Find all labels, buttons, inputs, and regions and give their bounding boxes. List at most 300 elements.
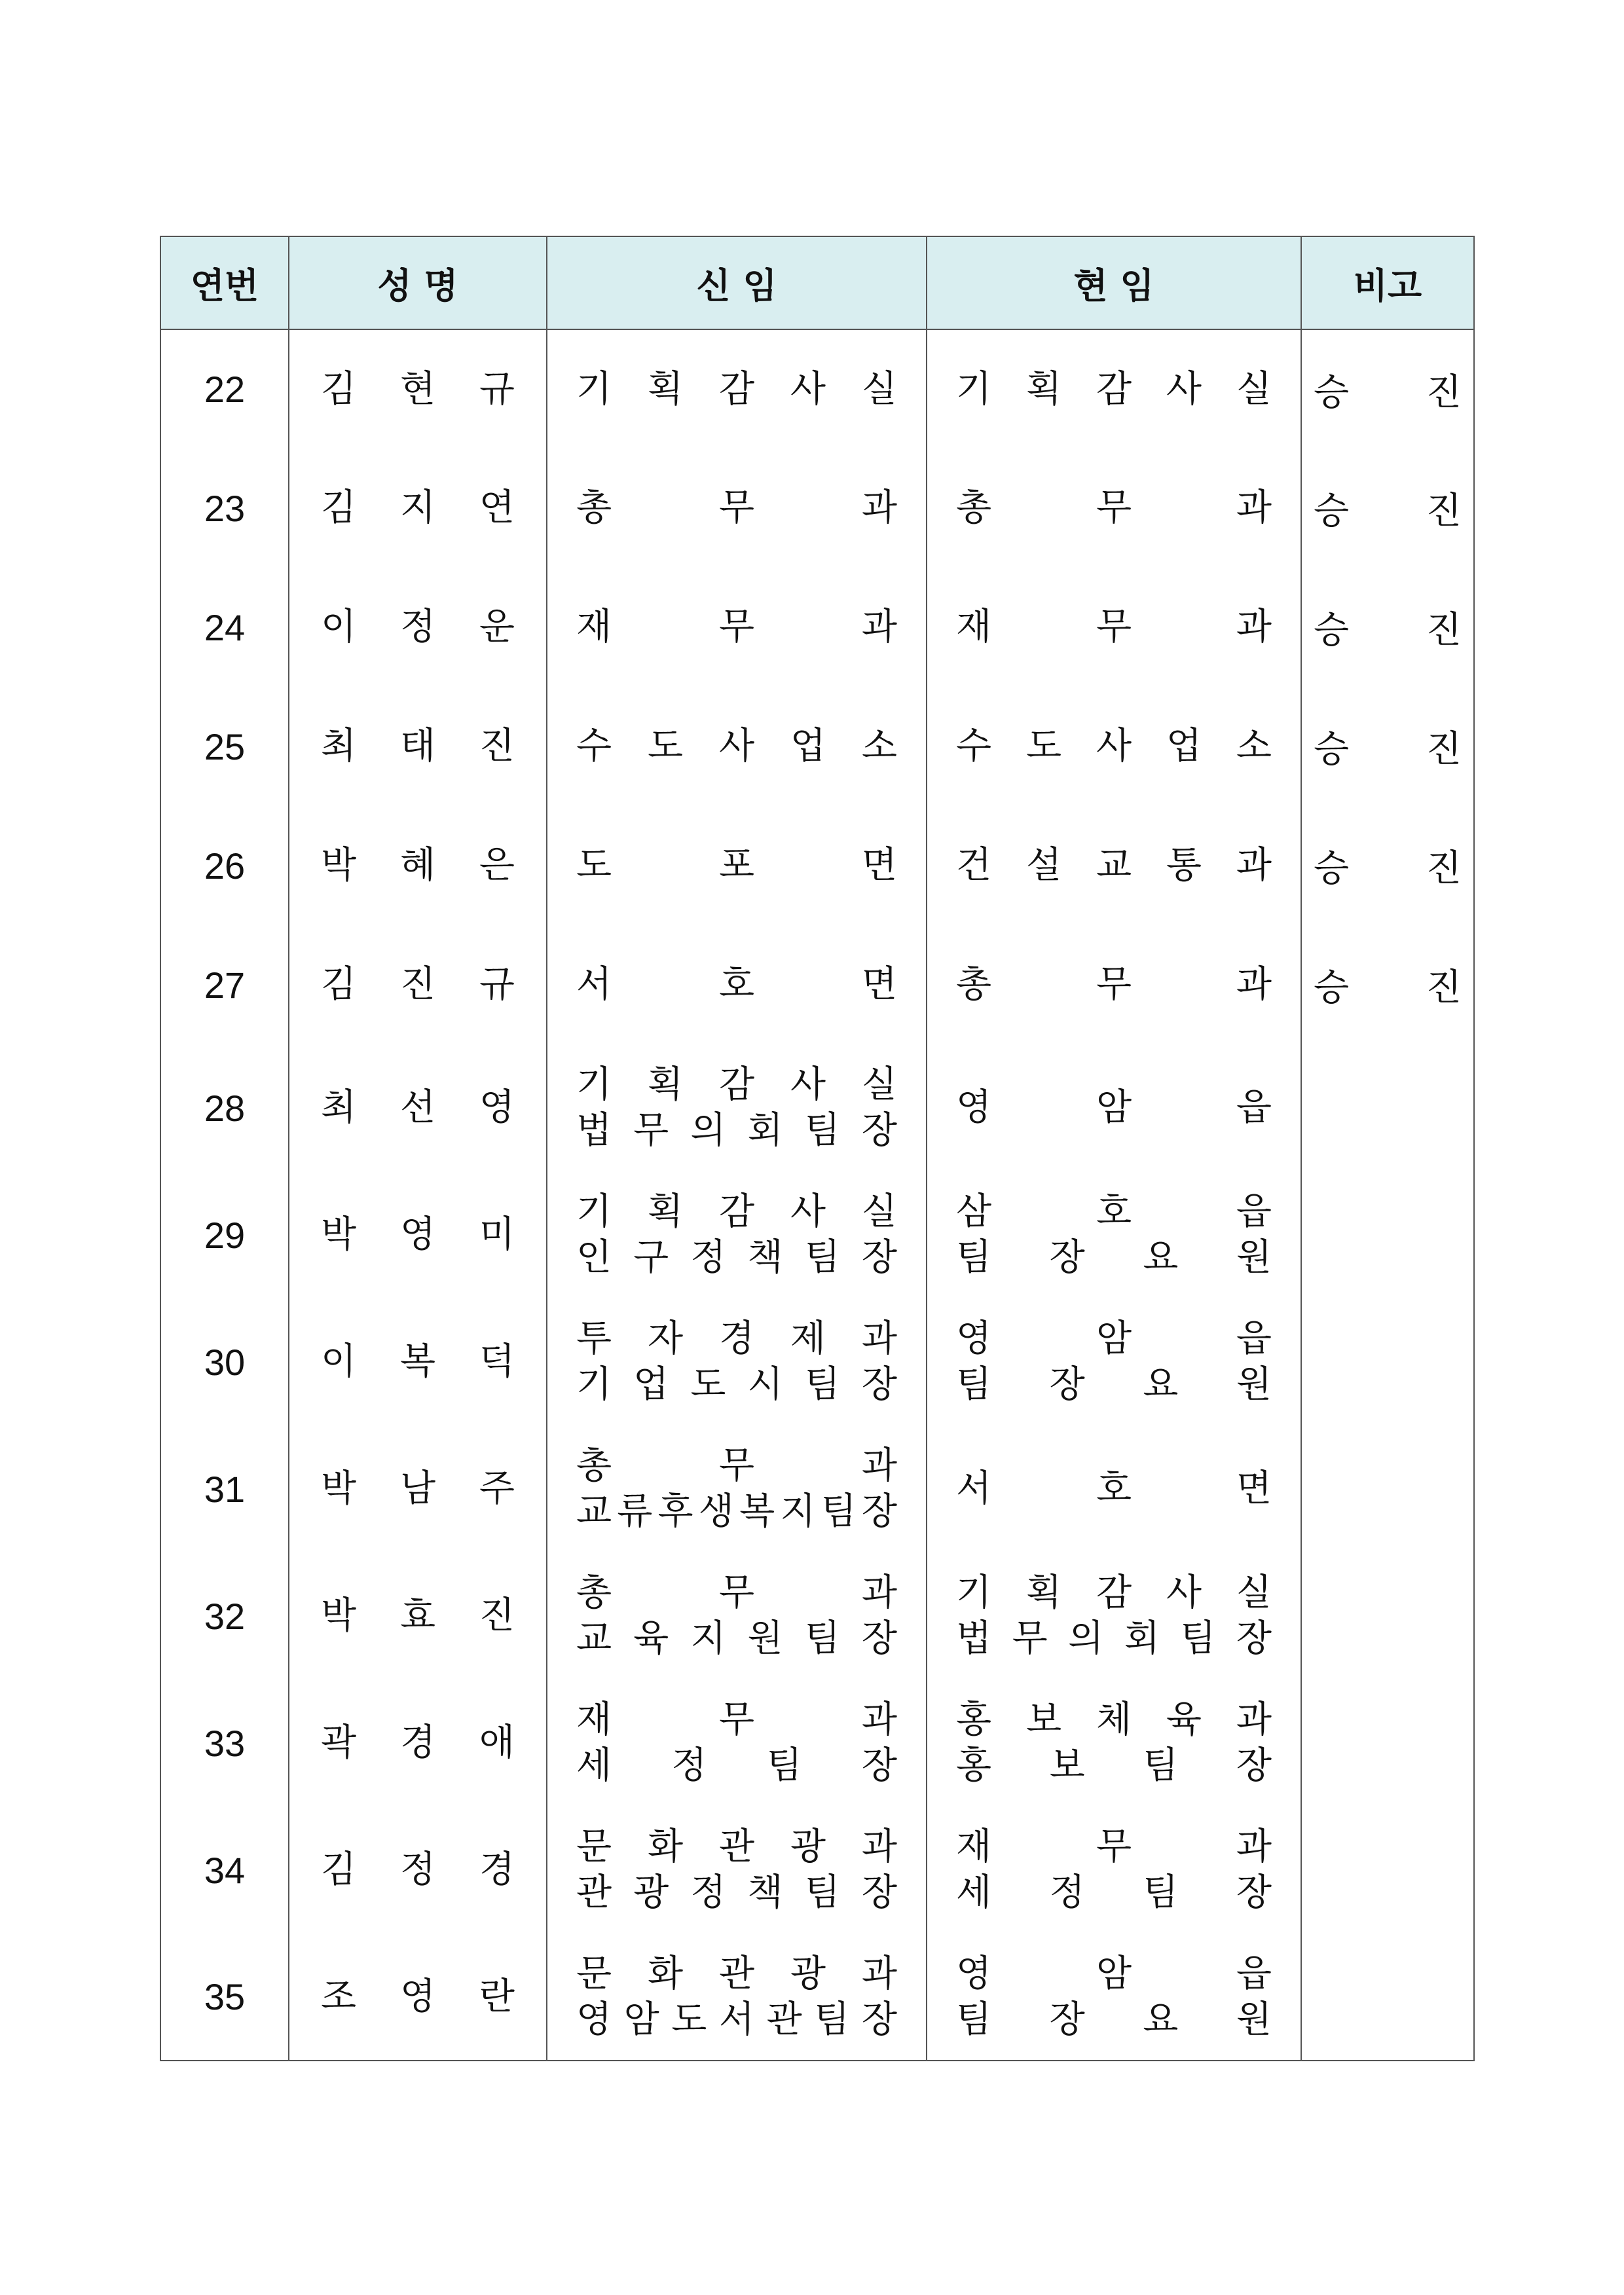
post-lines [927, 1316, 1301, 1408]
spread-text [956, 1362, 1272, 1408]
glyph: 감 [718, 367, 755, 411]
glyph: 설 [1025, 844, 1062, 887]
spread-text [289, 843, 546, 889]
glyph: 무 [718, 606, 755, 648]
glyph: 자 [647, 1317, 684, 1360]
spread-text [576, 1743, 897, 1789]
spread-text [576, 1362, 897, 1408]
glyph: 암 [1096, 1952, 1132, 1995]
cell-current-post [927, 1298, 1301, 1425]
post-lines [547, 843, 926, 889]
cell-name [289, 1425, 547, 1552]
glyph: 정 [399, 606, 436, 648]
post-lines [927, 485, 1301, 531]
glyph: 과 [861, 1317, 897, 1360]
glyph: 통 [1166, 844, 1202, 887]
cell-no: 22 [160, 329, 289, 449]
spread-text [956, 724, 1272, 769]
cell-name [289, 449, 547, 568]
glyph: 정 [690, 1871, 726, 1914]
glyph: 팀 [804, 1871, 840, 1914]
cell-no: 24 [160, 568, 289, 687]
cell-no: 25 [160, 687, 289, 806]
glyph: 책 [747, 1871, 783, 1914]
post-lines [547, 1316, 926, 1408]
glyph: 무 [1012, 1617, 1048, 1660]
cell-name [289, 1171, 547, 1298]
glyph: 기 [576, 1063, 612, 1106]
glyph: 투 [576, 1317, 612, 1360]
glyph: 현 [399, 367, 436, 411]
glyph: 팀 [956, 1998, 992, 2041]
cell-name [289, 1298, 547, 1425]
glyph: 읍 [1236, 1086, 1272, 1129]
header-current-post: 현 임 [927, 236, 1301, 329]
cell-name [289, 1934, 547, 2061]
cell-no: 26 [160, 806, 289, 925]
cell-current-post [927, 568, 1301, 687]
glyph: 원 [747, 1617, 783, 1660]
cell-no: 33 [160, 1680, 289, 1807]
glyph: 업 [790, 725, 826, 767]
spread-text [576, 724, 897, 769]
cell-new-post [547, 1171, 927, 1298]
glyph: 획 [647, 1063, 684, 1106]
glyph: 팀 [814, 1998, 850, 2041]
spread-text [576, 1443, 897, 1489]
cell-current-post [927, 1934, 1301, 2061]
glyph: 박 [321, 844, 357, 887]
spread-text [289, 1720, 546, 1766]
cell-current-post [927, 1171, 1301, 1298]
glyph: 무 [718, 1698, 755, 1741]
glyph: 무 [1096, 606, 1132, 648]
glyph: 팀 [956, 1236, 992, 1279]
glyph: 요 [1143, 1363, 1179, 1406]
spread-text [956, 1085, 1272, 1131]
spread-text [289, 1339, 546, 1385]
spread-text [576, 1489, 897, 1535]
glyph: 장 [861, 1871, 897, 1914]
post-lines [927, 1570, 1301, 1662]
glyph: 덕 [479, 1340, 515, 1383]
glyph: 과 [1236, 1826, 1272, 1868]
glyph: 후 [657, 1490, 693, 1533]
glyph: 재 [576, 606, 612, 648]
glyph: 이 [321, 1340, 357, 1383]
glyph: 도 [576, 844, 612, 887]
cell-name [289, 1680, 547, 1807]
glyph: 암 [1096, 1086, 1132, 1129]
cell-no: 29 [160, 1171, 289, 1298]
post-lines [927, 1824, 1301, 1916]
glyph: 박 [321, 1467, 357, 1510]
glyph: 사 [718, 725, 755, 767]
glyph: 경 [718, 1317, 755, 1360]
cell-note [1301, 1171, 1474, 1298]
cell-note [1301, 1934, 1474, 2061]
glyph: 장 [861, 1236, 897, 1279]
header-new-post: 신 임 [547, 236, 927, 329]
glyph: 박 [321, 1594, 357, 1637]
glyph: 최 [321, 725, 357, 767]
table-row [160, 925, 1474, 1044]
glyph: 태 [399, 725, 436, 767]
table-row [160, 449, 1474, 568]
glyph: 감 [718, 1063, 755, 1106]
glyph: 영 [399, 1213, 436, 1256]
spread-text [576, 485, 897, 531]
spread-text [956, 1824, 1272, 1870]
glyph: 교 [576, 1617, 612, 1660]
glyph: 도 [647, 725, 684, 767]
table-row [160, 1171, 1474, 1298]
glyph: 팀 [804, 1236, 840, 1279]
spread-text [576, 1316, 897, 1362]
glyph: 건 [956, 844, 992, 887]
glyph: 소 [861, 725, 897, 767]
spread-text [576, 1997, 897, 2043]
header-name: 성 명 [289, 236, 547, 329]
glyph: 정 [690, 1236, 726, 1279]
glyph: 과 [861, 1952, 897, 1995]
glyph: 선 [399, 1086, 436, 1129]
glyph: 영 [956, 1086, 992, 1129]
glyph: 총 [956, 963, 992, 1006]
glyph: 획 [647, 367, 684, 411]
glyph: 홍 [956, 1698, 992, 1741]
glyph: 광 [790, 1952, 826, 1995]
glyph: 승 [1314, 728, 1350, 771]
glyph: 사 [1166, 367, 1202, 411]
post-lines [547, 1443, 926, 1535]
glyph: 남 [399, 1467, 436, 1510]
glyph: 실 [1236, 367, 1272, 411]
spread-text [289, 1085, 546, 1131]
cell-current-post [927, 1552, 1301, 1680]
cell-note [1301, 806, 1474, 925]
glyph: 관 [718, 1826, 755, 1868]
post-lines [547, 1951, 926, 2043]
post-lines [927, 367, 1301, 413]
glyph: 회 [747, 1109, 783, 1152]
cell-new-post [547, 1552, 927, 1680]
spread-text [576, 1824, 897, 1870]
glyph: 화 [647, 1952, 684, 1995]
glyph: 조 [321, 1975, 357, 2018]
glyph: 읍 [1236, 1317, 1272, 1360]
glyph: 재 [576, 1698, 612, 1741]
cell-new-post [547, 1934, 927, 2061]
glyph: 박 [321, 1213, 357, 1256]
cell-current-post [927, 806, 1301, 925]
spread-text [289, 604, 546, 650]
spread-text [576, 1570, 897, 1616]
post-lines [547, 485, 926, 531]
post-lines [547, 1697, 926, 1789]
glyph: 광 [633, 1871, 669, 1914]
glyph: 암 [623, 1998, 659, 2041]
table-row [160, 568, 1474, 687]
cell-new-post [547, 1680, 927, 1807]
glyph: 장 [861, 1363, 897, 1406]
post-lines [927, 724, 1301, 769]
glyph: 사 [790, 1063, 826, 1106]
glyph: 과 [861, 1698, 897, 1741]
cell-note [1301, 1044, 1474, 1171]
glyph: 장 [1236, 1871, 1272, 1914]
cell-no: 27 [160, 925, 289, 1044]
cell-new-post [547, 687, 927, 806]
glyph: 감 [1096, 1571, 1132, 1614]
note-text [1302, 601, 1473, 653]
cell-current-post [927, 925, 1301, 1044]
post-lines [547, 1570, 926, 1662]
glyph: 장 [861, 1109, 897, 1152]
glyph: 사 [1166, 1571, 1202, 1614]
glyph: 교 [576, 1490, 612, 1533]
cell-current-post [927, 1044, 1301, 1171]
spread-text [289, 485, 546, 531]
note-text [1302, 839, 1473, 892]
post-lines [547, 724, 926, 769]
spread-text [576, 1616, 897, 1662]
glyph: 원 [1236, 1363, 1272, 1406]
post-lines [927, 1085, 1301, 1131]
post-lines [547, 1824, 926, 1916]
cell-new-post [547, 1807, 927, 1934]
glyph: 총 [576, 1571, 612, 1614]
post-lines [547, 604, 926, 650]
glyph: 진 [1426, 847, 1462, 890]
glyph: 구 [633, 1236, 669, 1279]
glyph: 홍 [956, 1744, 992, 1787]
glyph: 인 [576, 1236, 612, 1279]
spread-text [289, 962, 546, 1008]
glyph: 도 [690, 1363, 726, 1406]
glyph: 운 [479, 606, 515, 648]
cell-note [1301, 1552, 1474, 1680]
spread-text [289, 1593, 546, 1639]
cell-note [1301, 1425, 1474, 1552]
glyph: 장 [861, 1617, 897, 1660]
note-text [1302, 363, 1473, 416]
spread-text [576, 1062, 897, 1108]
cell-new-post [547, 1425, 927, 1552]
glyph: 감 [1096, 367, 1132, 411]
glyph: 진 [1426, 371, 1462, 414]
spread-text [576, 604, 897, 650]
cell-note [1301, 329, 1474, 449]
glyph: 서 [956, 1467, 992, 1510]
glyph: 류 [617, 1490, 653, 1533]
post-lines [927, 962, 1301, 1008]
glyph: 실 [861, 1063, 897, 1106]
spread-text [289, 1974, 546, 2020]
glyph: 요 [1143, 1998, 1179, 2041]
cell-current-post [927, 1425, 1301, 1552]
table-row [160, 1552, 1474, 1680]
glyph: 호 [1096, 1190, 1132, 1233]
spread-text [956, 367, 1272, 413]
glyph: 장 [1049, 1998, 1085, 2041]
glyph: 요 [1143, 1236, 1179, 1279]
glyph: 은 [479, 844, 515, 887]
cell-name [289, 925, 547, 1044]
spread-text [956, 1743, 1272, 1789]
glyph: 승 [1314, 609, 1350, 652]
glyph: 광 [790, 1826, 826, 1868]
post-lines [927, 843, 1301, 889]
cell-current-post [927, 329, 1301, 449]
glyph: 실 [861, 367, 897, 411]
glyph: 육 [633, 1617, 669, 1660]
spread-text [956, 843, 1272, 889]
cell-note [1301, 925, 1474, 1044]
glyph: 사 [1096, 725, 1132, 767]
cell-name [289, 1552, 547, 1680]
glyph: 소 [1236, 725, 1272, 767]
glyph: 생 [698, 1490, 734, 1533]
glyph: 장 [861, 1744, 897, 1787]
cell-note [1301, 687, 1474, 806]
post-lines [927, 1951, 1301, 2043]
glyph: 육 [1166, 1698, 1202, 1741]
glyph: 과 [861, 1444, 897, 1487]
glyph: 팀 [804, 1109, 840, 1152]
glyph: 장 [861, 1998, 897, 2041]
cell-note [1301, 568, 1474, 687]
glyph: 팀 [1180, 1617, 1216, 1660]
spread-text [956, 1697, 1272, 1743]
cell-new-post [547, 1044, 927, 1171]
glyph: 김 [321, 367, 357, 411]
post-lines [547, 1062, 926, 1154]
glyph: 팀 [956, 1363, 992, 1406]
cell-new-post [547, 925, 927, 1044]
cell-current-post [927, 449, 1301, 568]
glyph: 업 [1166, 725, 1202, 767]
post-lines [927, 1466, 1301, 1512]
glyph: 과 [861, 1571, 897, 1614]
glyph: 무 [1096, 963, 1132, 1006]
glyph: 과 [1236, 487, 1272, 529]
glyph: 규 [479, 963, 515, 1006]
glyph: 복 [399, 1340, 436, 1383]
note-text [1302, 720, 1473, 773]
glyph: 과 [861, 1826, 897, 1868]
glyph: 재 [956, 1826, 992, 1868]
cell-note [1301, 1298, 1474, 1425]
post-lines [927, 1189, 1301, 1281]
spread-text [289, 1466, 546, 1512]
table-row [160, 1807, 1474, 1934]
glyph: 호 [718, 963, 755, 1006]
glyph: 복 [739, 1490, 775, 1533]
cell-new-post [547, 329, 927, 449]
table-row [160, 329, 1474, 449]
spread-text [956, 1570, 1272, 1616]
post-lines [547, 962, 926, 1008]
glyph: 제 [790, 1317, 826, 1360]
table-row [160, 1425, 1474, 1552]
cell-current-post [927, 1807, 1301, 1934]
glyph: 장 [1049, 1236, 1085, 1279]
post-lines [547, 367, 926, 413]
glyph: 책 [747, 1236, 783, 1279]
glyph: 문 [576, 1826, 612, 1868]
glyph: 지 [399, 487, 436, 529]
glyph: 암 [1096, 1317, 1132, 1360]
glyph: 보 [1025, 1698, 1062, 1741]
glyph: 읍 [1236, 1952, 1272, 1995]
glyph: 영 [576, 1998, 612, 2041]
glyph: 사 [790, 367, 826, 411]
glyph: 과 [1236, 844, 1272, 887]
glyph: 과 [1236, 606, 1272, 648]
cell-new-post [547, 1298, 927, 1425]
glyph: 주 [479, 1467, 515, 1510]
glyph: 감 [718, 1190, 755, 1233]
glyph: 장 [861, 1490, 897, 1533]
glyph: 기 [576, 367, 612, 411]
glyph: 효 [399, 1594, 436, 1637]
glyph: 미 [479, 1213, 515, 1256]
cell-new-post [547, 806, 927, 925]
glyph: 법 [956, 1617, 992, 1660]
cell-name [289, 1807, 547, 1934]
header-row [160, 236, 1474, 329]
spread-text [289, 1212, 546, 1258]
spread-text [289, 367, 546, 413]
glyph: 수 [956, 725, 992, 767]
glyph: 지 [780, 1490, 816, 1533]
glyph: 면 [1236, 1467, 1272, 1510]
note-text [1302, 482, 1473, 534]
glyph: 호 [1096, 1467, 1132, 1510]
spread-text [289, 724, 546, 769]
table-body [160, 329, 1474, 2061]
spread-text [576, 1189, 897, 1235]
post-lines [547, 1189, 926, 1281]
glyph: 팀 [1143, 1871, 1179, 1914]
glyph: 팀 [804, 1363, 840, 1406]
cell-name [289, 329, 547, 449]
spread-text [956, 1616, 1272, 1662]
cell-current-post [927, 687, 1301, 806]
glyph: 장 [1236, 1744, 1272, 1787]
spread-text [956, 1466, 1272, 1512]
glyph: 애 [479, 1721, 515, 1764]
post-lines [927, 604, 1301, 650]
glyph: 연 [479, 487, 515, 529]
spread-text [576, 962, 897, 1008]
glyph: 과 [861, 487, 897, 529]
glyph: 기 [576, 1363, 612, 1406]
spread-text [576, 367, 897, 413]
glyph: 총 [956, 487, 992, 529]
spread-text [956, 1951, 1272, 1997]
glyph: 경 [479, 1848, 515, 1891]
glyph: 팀 [1143, 1744, 1179, 1787]
glyph: 지 [690, 1617, 726, 1660]
glyph: 총 [576, 487, 612, 529]
cell-note [1301, 1680, 1474, 1807]
glyph: 업 [633, 1363, 669, 1406]
spread-text [956, 1235, 1272, 1281]
glyph: 장 [1236, 1617, 1272, 1660]
spread-text [289, 1847, 546, 1893]
